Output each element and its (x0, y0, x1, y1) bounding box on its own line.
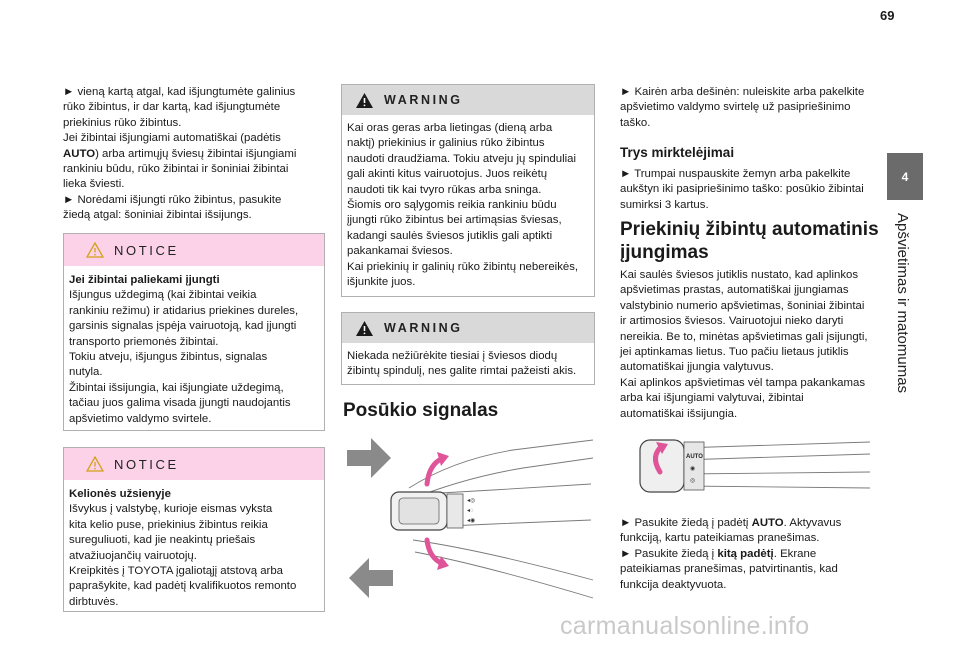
auto-term: AUTO (63, 147, 96, 160)
text-line: funkcija deaktyvuota. (620, 578, 727, 591)
notice-title: NOTICE (114, 242, 179, 258)
chapter-number-tab[interactable]: 4 (887, 153, 923, 200)
notice-box-lights-left-on (63, 233, 325, 431)
text-line: nutyla. (69, 366, 103, 379)
text-line: žibintų spindulį, nes galite rimtai pažeisti akis. (347, 365, 577, 378)
text-line: rankiniu būdu, rūko žibintai ir šoniniai žibintai (63, 163, 289, 176)
text-line: valstybinio numerio apšvietimas, šoniniai žibintai (620, 299, 865, 312)
notice-box-travel-abroad (63, 447, 325, 612)
text-line: rūko žibintus, ir dar kartą, kad išjungtumėte (63, 101, 281, 114)
svg-text:◉: ◉ (690, 466, 696, 472)
text-line: ► Trumpai nuspauskite žemyn arba pakelkite (620, 168, 851, 180)
arrow-left-icon (349, 558, 393, 598)
text-line: pateikiamas pranešimas, patvirtinantis, kad (620, 563, 838, 576)
text-line: aukštyn iki pasipriešinimo taško: posūkio žibintai (620, 183, 864, 196)
svg-text:◂◌: ◂◌ (467, 508, 474, 514)
text-line: Kai oras geras arba lietingas (dieną arba (347, 122, 553, 134)
warning-title: WARNING (384, 321, 463, 335)
auto-lights-text (620, 268, 882, 422)
text-line: kadangi saulės šviesos jutiklis gali aptikti (347, 229, 553, 242)
warning-triangle-icon (86, 242, 104, 258)
text-line: funkciją, kartu pateikiamas pranešimas. (620, 532, 820, 545)
text-line (63, 147, 325, 162)
warning-header (342, 85, 594, 115)
three-blinks-text (620, 167, 882, 213)
text-line: Tokiu atveju, išjungus žibintus, signalas (69, 351, 268, 364)
text-line: lieka šviesti. (63, 178, 125, 191)
text-line: naktį) priekinius ir galinius rūko žibintus (347, 137, 545, 150)
text-line: arba kai išjungiami valytuvai, žibintai (620, 392, 804, 405)
text-line: ► Norėdami išjungti rūko žibintus, pasukite (63, 193, 282, 206)
text-line: Kreipkitės į TOYOTA įgaliotąjį atstovą arba (69, 565, 283, 578)
text-line: jei aptinkamas lietus. Tuo pačiu lietaus jutiklis (620, 346, 849, 359)
text-line: sumirksi 3 kartus. (620, 198, 709, 211)
notice-body (64, 266, 324, 435)
text-line: ► Kairėn arba dešinėn: nuleiskite arba pakelkite (620, 86, 865, 98)
heading-line: įjungimas (620, 242, 709, 263)
notice-subheading: Kelionės užsienyje (69, 488, 171, 500)
text-line: pakankamai šviesos. (347, 245, 453, 258)
text-line: automatiškai išsijungia. (620, 407, 738, 420)
text-line: naudoti tik kai tvyro rūkas arba sninga. (347, 183, 542, 196)
text-line: ► vieną kartą atgal, kad išjungtumėte galinius (63, 86, 296, 98)
notice-body (64, 480, 324, 618)
watermark: carmanualsonline.info (560, 612, 810, 640)
text-line: Niekada nežiūrėkite tiesiai į šviesos diodų (347, 350, 558, 362)
warning-header (342, 313, 594, 343)
text-line: nereikia. Be to, minėtas apšvietimas gali įsijungti, (620, 330, 868, 343)
warning-box-led-beam (341, 312, 595, 385)
text-line: automatiškai įjungia valytuvus. (620, 361, 774, 374)
text-line: dirbtuvės. (69, 595, 119, 608)
turn-signal-text (620, 85, 882, 131)
chapter-title: Apšvietimas ir matomumas (894, 213, 911, 394)
auto-label: AUTO (686, 454, 703, 460)
warning-title: WARNING (384, 93, 463, 107)
warning-triangle-icon (355, 320, 374, 337)
auto-term: AUTO (751, 517, 784, 529)
text-line: ir artimosios šviesos. Vairuotojui nieko daryti (620, 315, 844, 328)
turn-signal-heading: Posūkio signalas (343, 400, 499, 421)
text-line: ► Pasukite žiedą į padėtį AUTO. Aktyvavus (620, 517, 842, 529)
warning-box-fog-lights (341, 84, 595, 297)
text-line: rankiniu režimu) ir atidarius priekines dureles, (69, 304, 299, 317)
text-line: apšvietimo valdymo svirtelę už pasipriešinimo (620, 101, 851, 114)
svg-text:◂◉: ◂◉ (467, 518, 476, 524)
text-line: apšvietimas prastas, automatiškai įjungiamas (620, 284, 849, 297)
text-line: transporto priemonės žibintai. (69, 335, 219, 348)
text-line: žiedą atgal: šoniniai žibintai išsijungs. (63, 209, 252, 222)
heading-line: Priekinių žibintų automatinis (620, 219, 879, 240)
auto-activate-text (620, 516, 882, 593)
text-line: tačiau juos galima visada įjungti naudojantis (69, 397, 291, 410)
text-line: Išjungus uždegimą (kai žibintai veikia (69, 289, 257, 302)
text-line: Jei žibintai išjungiami automatiškai (padėtis (63, 132, 281, 145)
arrow-right-icon (347, 438, 391, 478)
text-line: išjunkite juos. (347, 276, 416, 289)
warning-body (342, 343, 594, 386)
text-line: apšvietimo valdymo svirtele. (69, 412, 212, 425)
text-line: Kai priekinių ir galinių rūko žibintų nebereikės, (347, 260, 579, 273)
text-line: atvažiuojančių vairuotojų. (69, 549, 197, 562)
text-line-rest: ) arba artimųjų šviesų žibintai išjungiami (95, 147, 297, 160)
notice-title: NOTICE (114, 456, 179, 472)
notice-header (64, 234, 324, 266)
text-line: Kai aplinkos apšvietimas vėl tampa pakankamas (620, 376, 866, 389)
text-line: garsinis signalas įspėja vairuotoją, kad įjungti (69, 320, 297, 333)
warning-triangle-icon (355, 92, 374, 109)
text-line: kita kelio puse, priekinius žibintus reikia (69, 518, 268, 531)
text-line: gali akinti kitus vairuotojus. Juos reikėtų (347, 168, 548, 181)
text-line: sureguliuoti, kad jie neakintų priešais (69, 534, 256, 547)
warning-triangle-icon (86, 456, 104, 472)
notice-subheading: Jei žibintai paliekami įjungti (69, 274, 220, 286)
text-line: Šiomis oro sąlygomis reikia rankiniu būdu (347, 199, 557, 212)
text-line: Žibintai išsijungia, kai išjungiate uždegimą, (69, 381, 284, 394)
text-line: taško. (620, 116, 651, 129)
text-line: priekinius rūko žibintus. (63, 116, 182, 129)
text-line: paprašykite, kad padėtį kvalifikuotos remonto (69, 580, 297, 593)
text-line: Kai saulės šviesos jutiklis nustato, kad aplinkos (620, 269, 859, 281)
text-line: naudoti draudžiama. Tokiu atveju jų spinduliai (347, 152, 577, 165)
svg-text:◂◎: ◂◎ (467, 498, 476, 504)
notice-header (64, 448, 324, 480)
three-blinks-heading: Trys mirktelėjimai (620, 145, 735, 160)
chapter-title-vertical (887, 213, 923, 413)
auto-stalk-illustration (620, 428, 872, 508)
page-number: 69 (880, 8, 895, 23)
auto-lights-heading (620, 218, 879, 264)
turn-signal-stalk-illustration (343, 430, 595, 612)
warning-body (342, 115, 594, 296)
text-line: Išvykus į valstybę, kurioje eismas vyksta (69, 503, 273, 516)
svg-text:◎: ◎ (690, 478, 696, 484)
intro-text-block (63, 85, 325, 224)
text-line: ► Pasukite žiedą į kitą padėtį. Ekrane (620, 547, 817, 560)
text-line: įjungti rūko žibintus bei artimąsias šviesas, (347, 214, 562, 227)
